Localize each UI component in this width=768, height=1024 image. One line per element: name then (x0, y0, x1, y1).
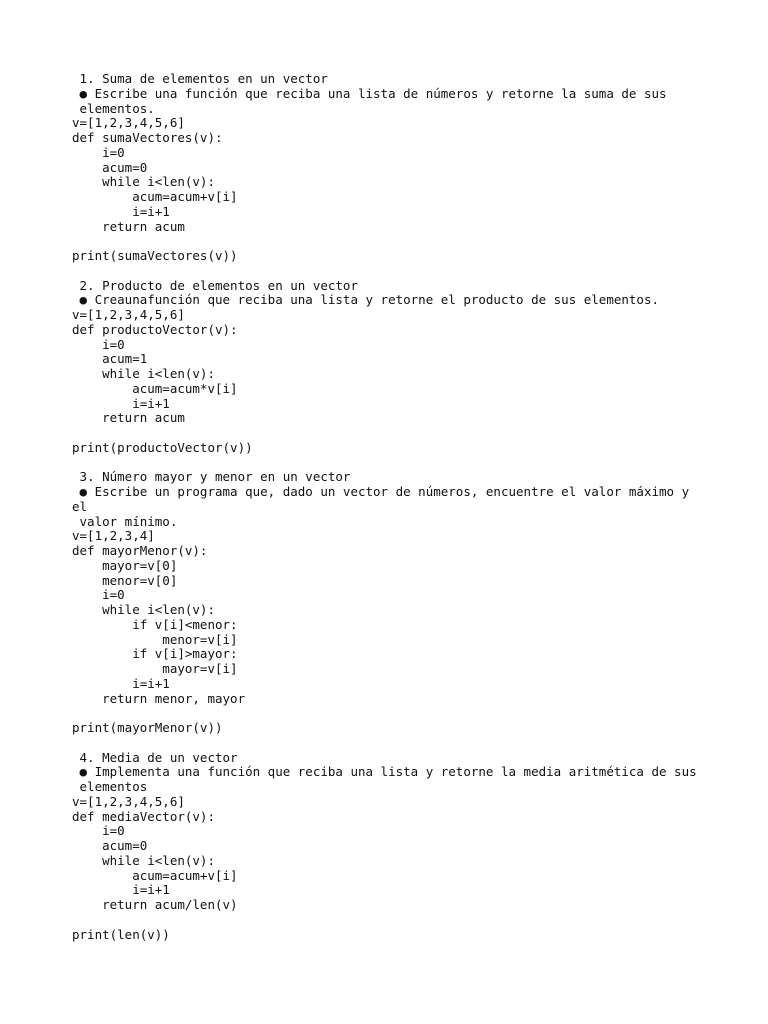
code-line: def sumaVectores(v): (72, 130, 223, 145)
section-heading: 4. Media de un vector (72, 749, 238, 765)
code-line: i=i+1 (72, 203, 170, 219)
blank-line (72, 913, 712, 928)
code-line: if v[i]<menor: (72, 616, 238, 632)
blank-line (72, 706, 712, 721)
code-line: acum=1 (72, 351, 148, 367)
code-line: v=[1,2,3,4,5,6] (72, 307, 185, 322)
code-line: mayor=v[0] (72, 557, 178, 573)
blank-line (72, 264, 712, 279)
code-line: i=i+1 (72, 395, 170, 411)
blank-line (72, 426, 712, 441)
code-line: i=i+1 (72, 882, 170, 898)
code-line: acum=0 (72, 838, 148, 853)
code-line: i=0 (72, 336, 125, 352)
code-line: return menor, mayor (72, 690, 246, 706)
section-heading: 3. Número mayor y menor en un vector (72, 469, 351, 485)
code-line: i=0 (72, 823, 125, 839)
instruction-continuation: elementos (72, 779, 148, 794)
code-line: return acum (72, 410, 185, 426)
section-heading: 1. Suma de elementos en un vector (72, 71, 328, 86)
blank-line (72, 234, 712, 249)
code-line: def mayorMenor(v): (72, 543, 208, 558)
section-heading: 2. Producto de elementos en un vector (72, 277, 358, 293)
code-line: return acum/len(v) (72, 897, 238, 912)
code-line: menor=v[i] (72, 631, 238, 647)
instruction-continuation: el (72, 498, 88, 514)
code-line: v=[1,2,3,4,5,6] (72, 793, 185, 809)
code-line: return acum (72, 218, 185, 234)
code-line: i=i+1 (72, 675, 170, 691)
code-line: i=0 (72, 144, 125, 160)
code-line: i=0 (72, 587, 125, 603)
code-line: v=[1,2,3,4] (72, 528, 155, 544)
code-line: print(len(v)) (72, 926, 170, 942)
bullet-instruction: ● Creaunafunción que reciba una lista y retorne el producto de sus elementos. (72, 292, 659, 308)
bullet-instruction: ● Escribe un programa que, dado un vector de números, encuentre el valor máximo y (72, 484, 690, 499)
code-line: acum=0 (72, 159, 148, 175)
blank-line (72, 736, 712, 751)
code-line: if v[i]>mayor: (72, 646, 238, 662)
code-line: while i<len(v): (72, 174, 215, 190)
code-line: acum=acum+v[i] (72, 867, 238, 883)
bullet-instruction: ● Escribe una función que reciba una lista de números y retorne la suma de sus (72, 85, 667, 101)
code-line: def mediaVector(v): (72, 808, 215, 824)
code-line: print(sumaVectores(v)) (72, 248, 238, 263)
instruction-continuation: valor mínimo. (72, 513, 178, 529)
code-line: while i<len(v): (72, 366, 215, 381)
code-line: mayor=v[i] (72, 661, 238, 676)
code-line: acum=acum*v[i] (72, 380, 238, 396)
code-line: def productoVector(v): (72, 321, 238, 337)
code-line: while i<len(v): (72, 852, 215, 868)
instruction-continuation: elementos. (72, 100, 155, 116)
blank-line (72, 456, 712, 471)
code-line: acum=acum+v[i] (72, 189, 238, 204)
document-page (72, 72, 712, 942)
code-line: menor=v[0] (72, 572, 178, 588)
code-line: print(productoVector(v)) (72, 439, 253, 455)
code-line: while i<len(v): (72, 602, 215, 617)
code-line: print(mayorMenor(v)) (72, 720, 223, 735)
code-line: v=[1,2,3,4,5,6] (72, 115, 185, 131)
bullet-instruction: ● Implementa una función que reciba una lista y retorne la media aritmética de sus (72, 764, 697, 780)
